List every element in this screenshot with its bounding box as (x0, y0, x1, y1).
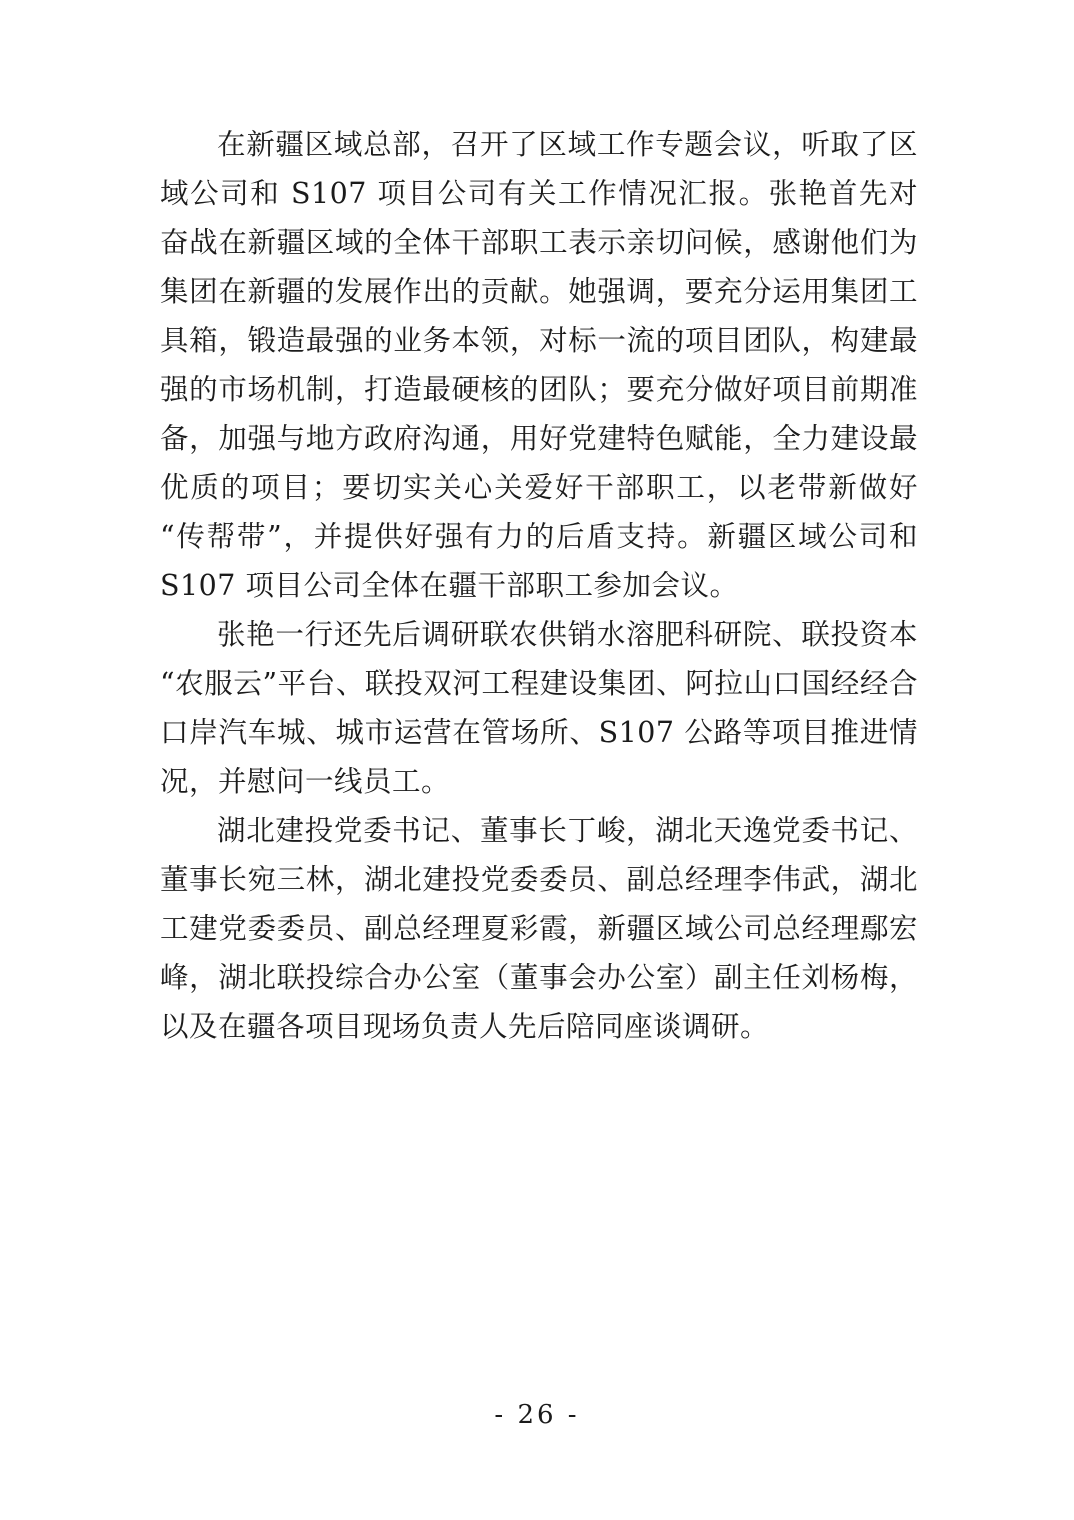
paragraph-3: 湖北建投党委书记、董事长丁峻，湖北天逸党委书记、董事长宛三林，湖北建投党委委员、副总经理李伟武，湖北工建党委委员、副总经理夏彩霞，新疆区域公司总经理鄢宏峰，湖北联投综合办公室（董事会办公室）副主任刘杨梅，以及在疆各项目现场负责人先后陪同座谈调研。 (160, 814, 918, 1043)
page-number: - 26 - (494, 1400, 580, 1430)
paragraph-1: 在新疆区域总部，召开了区域工作专题会议，听取了区域公司和 S107 项目公司有关工作情况汇报。张艳首先对奋战在新疆区域的全体干部职工表示亲切问候，感谢他们为集团在新疆的发展作出的贡献。她强调，要充分运用集团工具箱，锻造最强的业务本领，对标一流的项目团队，构建最强的市场机制，打造最硬核的团队；要充分做好项目前期准备，加强与地方政府沟通，用好党建特色赋能，全力建设最优质的项目；要切实关心关爱好干部职工，以老带新做好“传帮带”，并提供好强有力的后盾支持。新疆区域公司和 S107 项目公司全体在疆干部职工参加会议。 (160, 128, 918, 602)
paragraph-2: 张艳一行还先后调研联农供销水溶肥科研院、联投资本“农服云”平台、联投双河工程建设集团、阿拉山口国经经合口岸汽车城、城市运营在管场所、S107 公路等项目推进情况，并慰问一线员工。 (160, 618, 918, 798)
page-body (160, 120, 918, 1051)
